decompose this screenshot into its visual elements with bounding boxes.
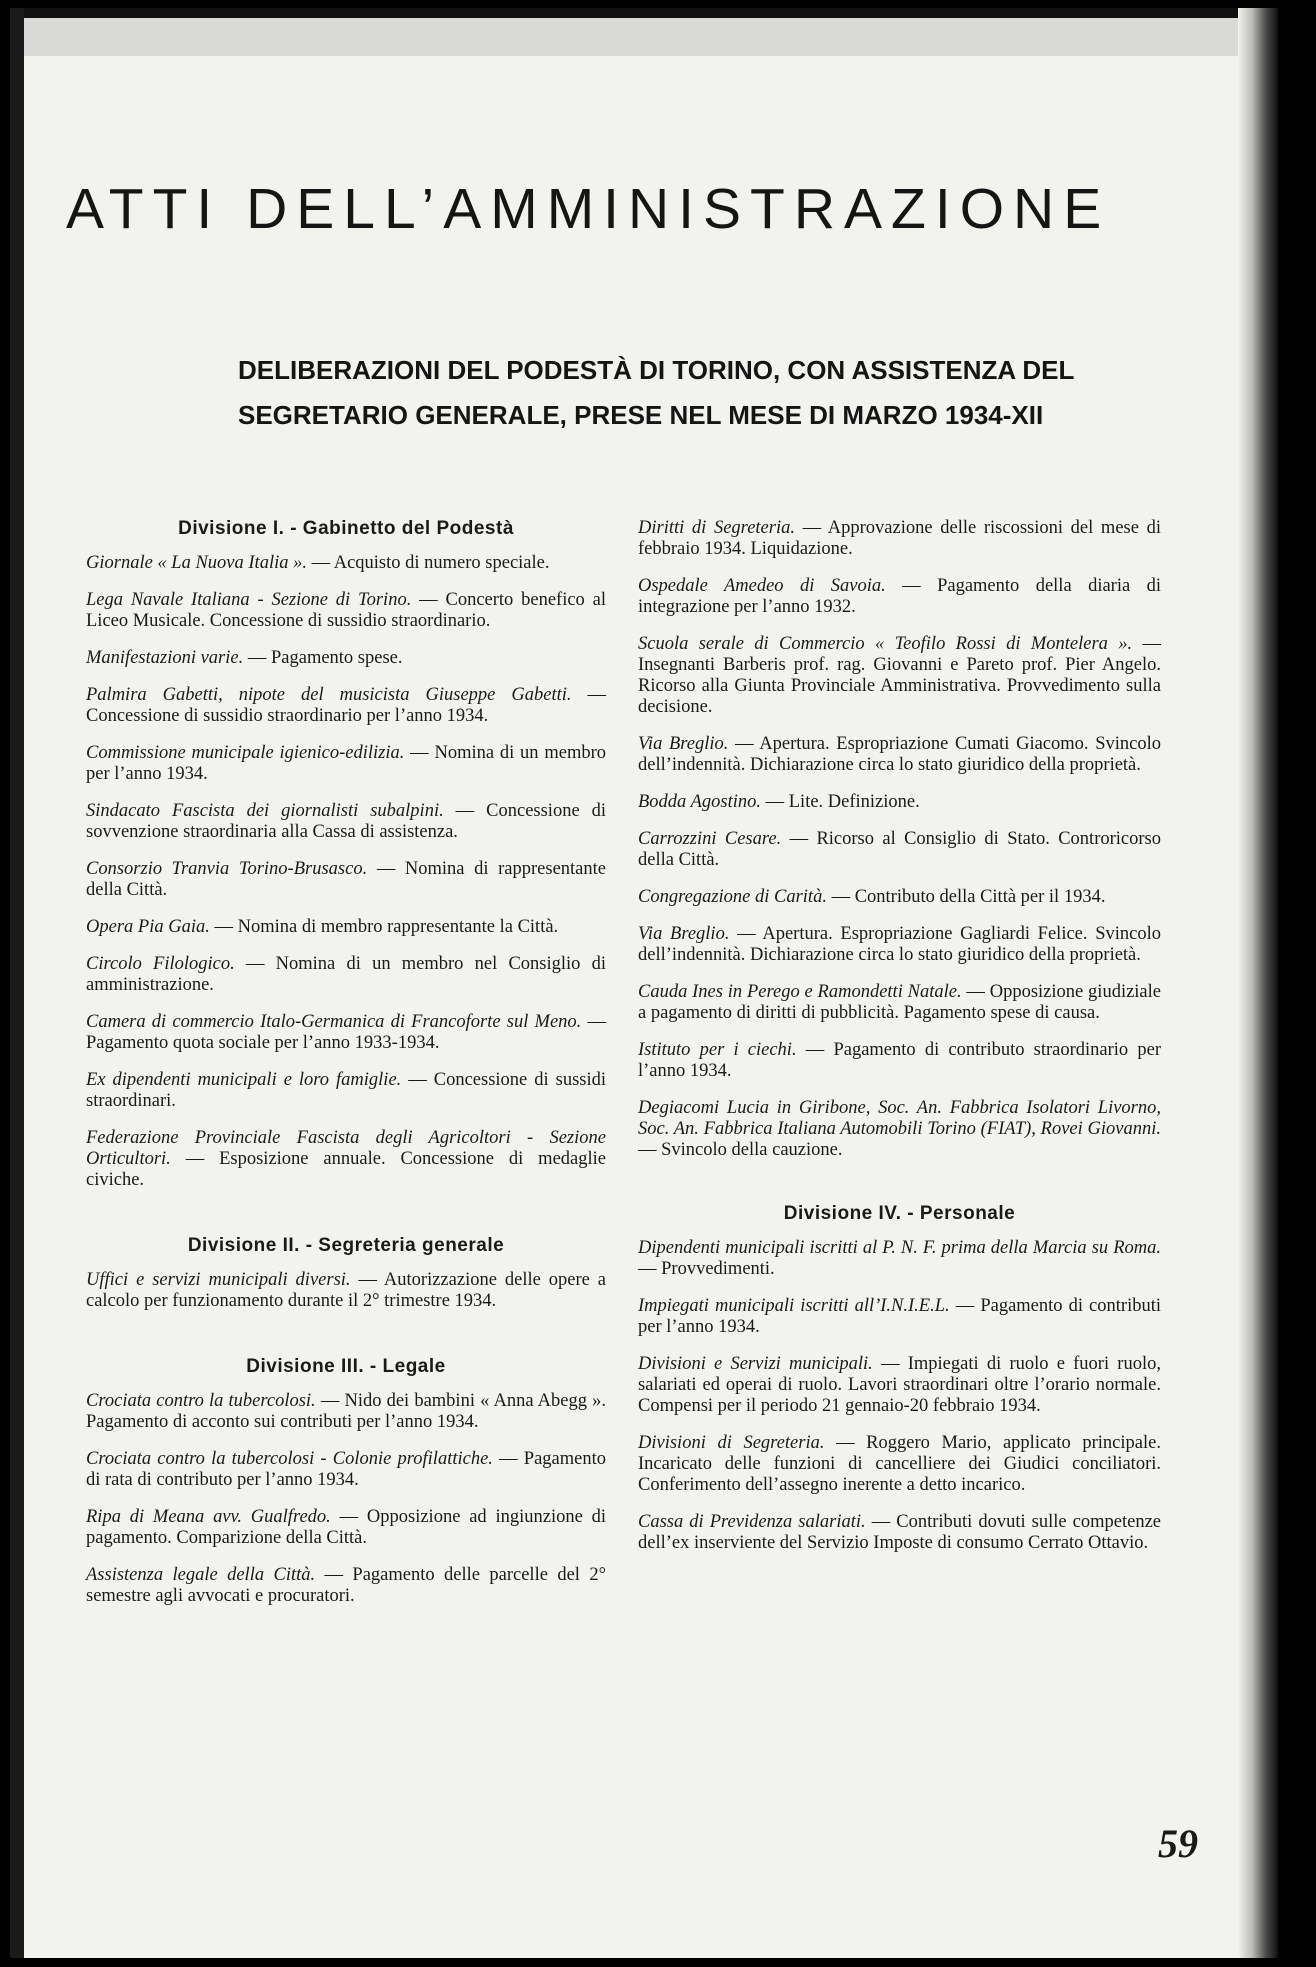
entry-decision: — Nomina di un membro per l’anno 1934.: [86, 743, 606, 784]
entry-decision: — Contributo della Città per il 1934.: [826, 887, 1106, 907]
division-2-heading: Divisione II. - Segreteria generale: [187, 1235, 505, 1256]
entry-subject: Camera di commercio Italo-Germanica di Francoforte sul Meno.: [86, 1012, 582, 1032]
entry-subject: Lega Navale Italiana - Sezione di Torino.: [86, 590, 412, 610]
entry-subject: Ripa di Meana avv. Gualfredo.: [86, 1507, 331, 1527]
entry-decision: — Approvazione delle riscossioni del mese di febbraio 1934. Liquidazione.: [638, 518, 1161, 559]
entry-decision: — Pagamento di contributi per l’anno 1934.: [638, 1296, 1161, 1337]
entry-subject: Via Breglio.: [638, 734, 729, 754]
deliberation-entry: [86, 1391, 606, 1433]
division-4-heading: Divisione IV. - Personale: [783, 1203, 1016, 1224]
entry-subject: Istituto per i ciechi.: [638, 1040, 797, 1060]
deliberation-entry: [86, 685, 606, 727]
entry-decision: — Insegnanti Barberis prof. rag. Giovanni e Pareto prof. Pier Angelo. Ricorso alla Giunta Provinciale Amministrativa. Provvedimento sulla decisione.: [638, 634, 1161, 717]
entry-decision: — Autorizzazione delle opere a calcolo per funzionamento durante il 2° trimestre 1934.: [86, 1270, 606, 1311]
division-1-heading: Divisione I. - Gabinetto del Podestà: [178, 518, 514, 539]
entry-subject: Consorzio Tranvia Torino-Brusasco.: [86, 859, 368, 879]
entry-subject: Degiacomi Lucia in Giribone, Soc. An. Fabbrica Isolatori Livorno, Soc. An. Fabbrica Italiana Automobili Torino (FIAT), Rovei Giovanni.: [638, 1098, 1161, 1139]
deliberation-entry: [86, 954, 606, 996]
binding-gutter: [1238, 8, 1278, 1958]
entry-subject: Commissione municipale igienico-edilizia.: [86, 743, 405, 763]
deliberation-entry: [638, 982, 1161, 1024]
deliberation-entry: [638, 887, 1161, 908]
entry-decision: — Contributi dovuti sulle competenze dell’ex inserviente del Servizio Imposte di consumo Cerrato Ottavio.: [638, 1512, 1161, 1553]
entry-decision: — Opposizione ad ingiunzione di pagamento. Comparizione della Città.: [86, 1507, 606, 1548]
entry-decision: — Nomina di un membro nel Consiglio di amministrazione.: [86, 954, 606, 995]
document-page: [10, 8, 1278, 1958]
deliberation-entry: [638, 734, 1161, 776]
deliberation-entry: [638, 829, 1161, 871]
entry-subject: Sindacato Fascista dei giornalisti subalpini.: [86, 801, 444, 821]
entry-subject: Circolo Filologico.: [86, 954, 235, 974]
deliberation-entry: [86, 743, 606, 785]
page-title: ATTI DELL’AMMINISTRAZIONE: [66, 177, 1111, 241]
deliberation-entry: [638, 1512, 1161, 1554]
deliberation-entry: [638, 1433, 1161, 1496]
deliberation-entry: [638, 518, 1161, 560]
entry-decision: — Concerto benefico al Liceo Musicale. Concessione di sussidio straordinario.: [86, 590, 606, 631]
entry-decision: — Concessione di sussidio straordinario per l’anno 1934.: [86, 685, 607, 726]
entry-subject: Via Breglio.: [638, 924, 730, 944]
entry-decision: — Apertura. Espropriazione Cumati Giacomo. Svincolo dell’indennità. Dichiarazione circa lo stato giuridico della proprietà.: [638, 734, 1161, 775]
deliberation-entry: [86, 1128, 606, 1191]
entry-decision: — Pagamento di contributo straordinario per l’anno 1934.: [638, 1040, 1161, 1081]
entry-decision: — Apertura. Espropriazione Gagliardi Felice. Svincolo dell’indennità. Dichiarazione circa lo stato giuridico della proprietà.: [638, 924, 1161, 965]
right-column: [638, 518, 1161, 1570]
division-1-entries: [86, 553, 606, 1191]
entry-subject: Scuola serale di Commercio « Teofilo Rossi di Montelera ».: [638, 634, 1133, 654]
deliberation-entry: [638, 1296, 1161, 1338]
entry-subject: Impiegati municipali iscritti all’I.N.I.E.L.: [638, 1296, 950, 1316]
entry-subject: Ospedale Amedeo di Savoia.: [638, 576, 886, 596]
deliberation-entry: [86, 801, 606, 843]
left-column: [86, 518, 606, 1623]
entry-subject: Divisioni di Segreteria.: [638, 1433, 825, 1453]
left-edge-shadow: [10, 8, 24, 1958]
entry-decision: — Pagamento di rata di contributo per l’anno 1934.: [86, 1449, 606, 1490]
entry-decision: — Concessione di sussidi straordinari.: [86, 1070, 606, 1111]
deliberation-entry: [86, 1507, 606, 1549]
division-3-entries: [86, 1391, 606, 1607]
deliberation-entry: [86, 917, 606, 938]
entry-subject: Dipendenti municipali iscritti al P. N. F. prima della Marcia su Roma.: [638, 1238, 1161, 1258]
entry-decision: — Roggero Mario, applicato principale. Incaricato delle funzioni di cancelliere dei Giudici conciliatori. Conferimento dell’assegno inerente a detto incarico.: [638, 1433, 1161, 1495]
page-number: 59: [1158, 1821, 1198, 1866]
entry-subject: Carrozzini Cesare.: [638, 829, 782, 849]
deliberation-entry: [86, 1565, 606, 1607]
deliberation-entry: [86, 859, 606, 901]
subtitle-line-1: DELIBERAZIONI DEL PODESTÀ DI TORINO, CON ASSISTENZA DEL: [238, 355, 1075, 385]
entry-decision: — Pagamento delle parcelle del 2° semestre agli avvocati e procuratori.: [86, 1565, 606, 1606]
entry-decision: — Pagamento quota sociale per l’anno 1933-1934.: [86, 1012, 607, 1053]
deliberation-entry: [638, 792, 1161, 813]
deliberation-entry: [86, 1270, 606, 1312]
entry-decision: — Esposizione annuale. Concessione di medaglie civiche.: [86, 1149, 606, 1190]
entry-decision: — Nido dei bambini « Anna Abegg ». Pagamento di acconto sui contributi per l’anno 1934.: [86, 1391, 606, 1432]
deliberation-entry: [86, 1449, 606, 1491]
entry-decision: — Pagamento della diaria di integrazione per l’anno 1932.: [638, 576, 1161, 617]
entry-subject: Palmira Gabetti, nipote del musicista Giuseppe Gabetti.: [86, 685, 572, 705]
entry-decision: — Provvedimenti.: [638, 1259, 775, 1279]
division-3-heading: Divisione III. - Legale: [246, 1356, 446, 1377]
top-edge-shadow: [10, 8, 1260, 18]
entry-decision: — Nomina di rappresentante della Città.: [86, 859, 606, 900]
division-1-continued-entries: [638, 518, 1161, 1161]
entry-subject: Congregazione di Carità.: [638, 887, 827, 907]
entry-subject: Bodda Agostino.: [638, 792, 761, 812]
entry-decision: — Impiegati di ruolo e fuori ruolo, salariati ed operai di ruolo. Lavori straordinari oltre l’orario normale. Compensi per il periodo 21 gennaio-20 febbraio 1934.: [638, 1354, 1161, 1416]
entry-subject: Manifestazioni varie.: [86, 648, 244, 668]
entry-subject: Uffici e servizi municipali diversi.: [86, 1270, 351, 1290]
division-2-entries: [86, 1270, 606, 1312]
deliberation-entry: [638, 924, 1161, 966]
entry-subject: Crociata contro la tubercolosi - Colonie profilattiche.: [86, 1449, 493, 1469]
entry-subject: Giornale « La Nuova Italia ».: [86, 553, 307, 573]
entry-subject: Opera Pia Gaia.: [86, 917, 210, 937]
deliberation-entry: [86, 553, 606, 574]
entry-decision: — Nomina di membro rappresentante la Città.: [209, 917, 559, 937]
division-4-entries: [638, 1238, 1161, 1554]
entry-subject: Federazione Provinciale Fascista degli Agricoltori - Sezione Orticultori.: [86, 1128, 606, 1169]
entry-decision: — Acquisto di numero speciale.: [306, 553, 550, 573]
deliberation-entry: [86, 590, 606, 632]
deliberation-entry: [638, 634, 1161, 718]
entry-subject: Crociata contro la tubercolosi.: [86, 1391, 316, 1411]
entry-decision: — Opposizione giudiziale a pagamento di diritti di pubblicità. Pagamento spese di causa.: [638, 982, 1161, 1023]
entry-subject: Divisioni e Servizi municipali.: [638, 1354, 873, 1374]
deliberation-entry: [638, 1354, 1161, 1417]
deliberation-entry: [638, 576, 1161, 618]
entry-decision: — Concessione di sovvenzione straordinaria alla Cassa di assistenza.: [86, 801, 606, 842]
entry-decision: — Ricorso al Consiglio di Stato. Controricorso della Città.: [638, 829, 1161, 870]
subtitle-line-2: SEGRETARIO GENERALE, PRESE NEL MESE DI MARZO 1934-XII: [238, 400, 1044, 430]
deliberation-entry: [86, 648, 606, 669]
entry-decision: — Svincolo della cauzione.: [638, 1140, 843, 1160]
entry-subject: Assistenza legale della Città.: [86, 1565, 316, 1585]
entry-decision: — Lite. Definizione.: [761, 792, 920, 812]
entry-subject: Ex dipendenti municipali e loro famiglie.: [86, 1070, 402, 1090]
deliberation-entry: [86, 1070, 606, 1112]
entry-subject: Cassa di Previdenza salariati.: [638, 1512, 866, 1532]
entry-decision: — Pagamento spese.: [243, 648, 403, 668]
deliberation-entry: [638, 1040, 1161, 1082]
entry-subject: Cauda Ines in Perego e Ramondetti Natale.: [638, 982, 962, 1002]
deliberation-entry: [638, 1238, 1161, 1280]
deliberation-entry: [638, 1098, 1161, 1161]
entry-subject: Diritti di Segreteria.: [638, 518, 795, 538]
deliberation-entry: [86, 1012, 606, 1054]
